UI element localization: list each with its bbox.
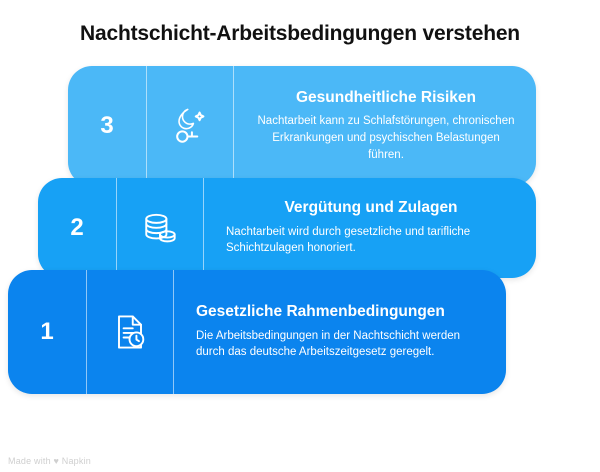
row-heading: Vergütung und Zulagen (284, 199, 458, 217)
row-heading: Gesetzliche Rahmenbedingungen (196, 303, 445, 321)
diagram-row-3[interactable] (68, 66, 536, 186)
row-number: 2 (70, 214, 84, 241)
row-number: 3 (100, 112, 114, 139)
page-title: Nachtschicht-Arbeitsbedingungen verstehen (80, 22, 520, 45)
row-body: Die Arbeitsbedingungen in der Nachtschicht werden durch das deutsche Arbeitszeitgesetz geregelt. (196, 329, 461, 359)
diagram-row-1[interactable] (8, 270, 506, 394)
document-clock-icon (86, 270, 174, 394)
row-body: Nachtarbeit kann zu Schlafstörungen, chronischen Erkrankungen und psychischen Belastungen führen. (257, 115, 515, 161)
diagram-row-2[interactable] (38, 178, 536, 278)
row-text-3 (234, 66, 536, 186)
coins-stack-icon (116, 178, 204, 278)
row-body: Nachtarbeit wird durch gesetzliche und tarifliche Schichtzulagen honoriert. (226, 225, 471, 255)
moon-stars-icon (146, 66, 234, 186)
napkin-watermark: Made with ♥ Napkin (8, 456, 91, 466)
row-text-1 (174, 270, 506, 394)
row-number: 1 (40, 318, 54, 345)
row-heading: Gesundheitliche Risiken (295, 88, 477, 106)
layered-diagram (0, 54, 600, 414)
row-text-2 (204, 178, 536, 278)
